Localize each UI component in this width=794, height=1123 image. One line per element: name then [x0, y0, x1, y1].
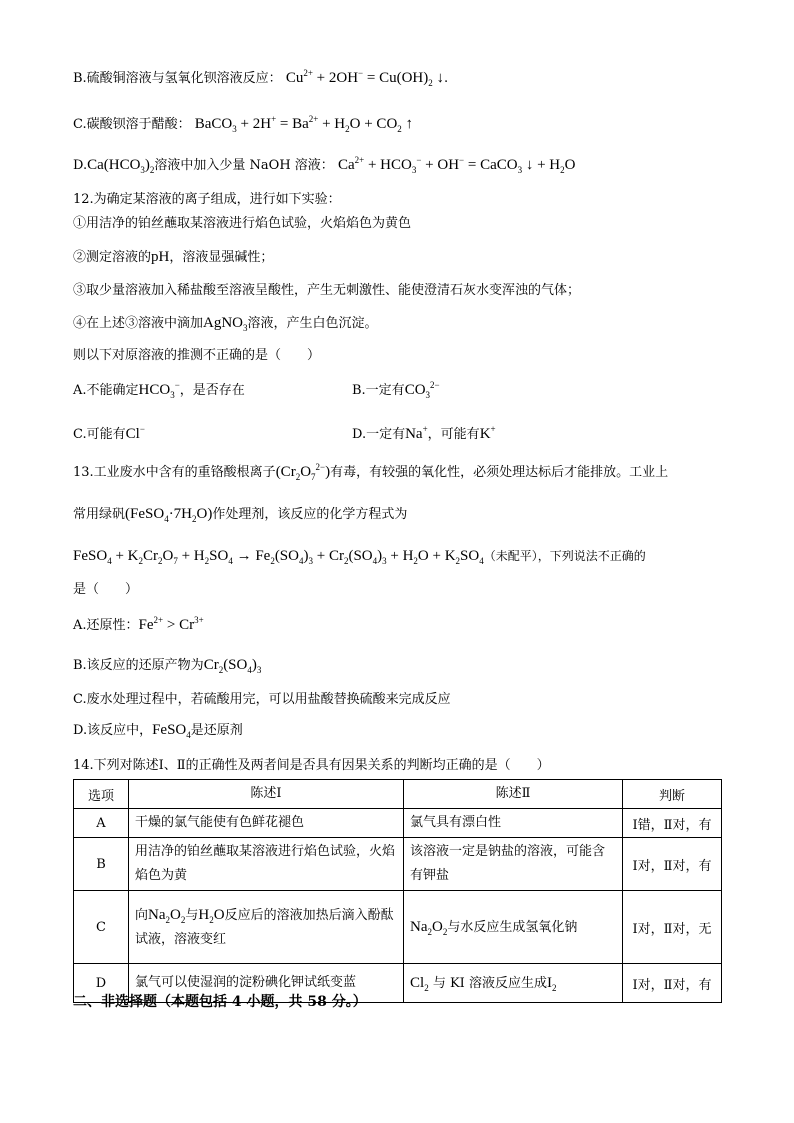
q12-step-4: ④在上述③溶液中滴加AgNO$_3$溶液，产生白色沉淀。 — [73, 315, 378, 333]
q12-option-c[interactable]: C.可能有Cl− — [73, 424, 145, 442]
q12-option-d[interactable]: D.一定有Na+，可能有K+ — [352, 424, 496, 442]
q14-stem: 14.下列对陈述Ⅰ、Ⅱ的正确性及两者间是否具有因果关系的判断均正确的是（ ） — [73, 758, 550, 773]
q13-stem-line-1: 13.工业废水中含有的重铬酸根离子$(Cr_2O_7^{2-})$有毒，有较强的氧化性，必须处理达标后才能排放。工业上 — [73, 462, 669, 482]
table-header: 判断 — [623, 780, 722, 809]
table-header: 陈述Ⅱ — [404, 780, 623, 809]
q13-equation: FeSO$_4$ + $K_2Cr_2O_7 + H_2SO_4 \to Fe_2(SO_4)_3 + Cr_2(SO_4)_3 + H_2O + K_2SO_4$ — [73, 548, 484, 566]
q13-option-d[interactable]: D.该反应中，FeSO$_4$是还原剂 — [73, 722, 243, 740]
section-heading: 二、非选择题（本题包括 4 小题，共 58 分。） — [73, 994, 367, 1010]
q13-option-c[interactable]: C.废水处理过程中，若硫酸用完，可以用盐酸替换硫酸来完成反应 — [73, 692, 451, 707]
q11-option-d-label: D. — [73, 158, 88, 173]
q11-option-c[interactable] — [73, 114, 413, 135]
q12-step-3: ③取少量溶液加入稀盐酸至溶液呈酸性，产生无刺激性、能使澄清石灰水变浑浊的气体； — [73, 283, 581, 298]
q11-option-c-equation: BaCO$_3$ + $2H^+ = Ba^{2+} + H_2O + CO_2$ ↑ — [194, 114, 414, 134]
table-row[interactable]: A 干燥的氯气能使有色鲜花褪色 氯气具有漂白性 Ⅰ错，Ⅱ对，有 — [74, 809, 722, 838]
q13-stem-line-2: 常用绿矾$(FeSO_4\cdot 7H_2O)$作处理剂，该反应的化学方程式为 — [73, 506, 408, 524]
q12-question: 则以下对原溶液的推测不正确的是（ ） — [73, 348, 321, 363]
q11-option-b-equation: $Cu^{2+} + 2OH^- = Cu(OH)_2$ ↓ — [285, 68, 444, 88]
table-header: 选项 — [74, 780, 129, 809]
q12-option-b[interactable]: B.一定有$CO_3^{2-}$ — [352, 380, 440, 400]
table-row[interactable]: B 用洁净的铂丝蘸取某溶液进行焰色试验，火焰焰色为黄 该溶液一定是钠盐的溶液，可能含有钾盐 Ⅰ对，Ⅱ对，有 — [74, 838, 722, 891]
table-row[interactable]: C 向$Na_2O_2$与$H_2O$反应后的溶液加热后滴入酚酞试液，溶液变红 $Na_2O_2$与水反应生成氢氧化钠 Ⅰ对，Ⅱ对，无 — [74, 891, 722, 964]
q13-option-a[interactable]: A.还原性：$Fe^{2+} > Cr^{3+}$ — [73, 615, 204, 633]
table-row[interactable]: D 氯气可以使湿润的淀粉碘化钾试纸变蓝 $Cl_2$ 与 KI 溶液反应生成$I_2$ Ⅰ对，Ⅱ对，有 — [74, 964, 722, 1003]
q12-option-a[interactable]: A.不能确定$HCO_3^-$，是否存在 — [73, 380, 245, 400]
q11-option-b[interactable]: B.硫酸铜溶液与氢氧化钡溶液反应： $Cu^{2+} + 2OH^- = Cu(OH)_2$ ↓. — [73, 68, 449, 88]
q12-step-2: ②测定溶液的pH，溶液显强碱性； — [73, 249, 274, 265]
q11-option-d-equation: $Ca^{2+} + HCO_3^- + OH^-$ = CaCO$_3$ ↓ + $H_2O$ — [337, 155, 576, 175]
q13-equation-line: FeSO$_4$ + $K_2Cr_2O_7 + H_2SO_4 \to Fe_2(SO_4)_3 + Cr_2(SO_4)_3 + H_2O + K_2SO_4$（未配平），下列说法不正确的 — [73, 548, 646, 566]
table-header: 陈述Ⅰ — [129, 780, 404, 809]
q12-step-1: ①用洁净的铂丝蘸取某溶液进行焰色试验，火焰焰色为黄色 — [73, 216, 412, 231]
q11-option-c-text: C.碳酸钡溶于醋酸： — [73, 117, 191, 132]
q13-stem-end: 是（ ） — [73, 582, 139, 597]
q11-option-b-text: B.硫酸铜溶液与氢氧化钡溶液反应： — [73, 71, 282, 86]
table-header-row — [74, 780, 722, 809]
q13-option-b[interactable]: B.该反应的还原产物为$Cr_2(SO_4)_3$ — [73, 657, 262, 675]
q14-table — [73, 779, 722, 1003]
q12-stem: 12.为确定某溶液的离子组成，进行如下实验： — [73, 192, 341, 207]
q11-option-d[interactable]: $D.Ca(HCO_3)_2$溶液中加入少量 NaOH 溶液： $Ca^{2+} + HCO_3^- + OH^-$ = CaCO$_3$ ↓ + $H_2O$ — [73, 155, 576, 175]
